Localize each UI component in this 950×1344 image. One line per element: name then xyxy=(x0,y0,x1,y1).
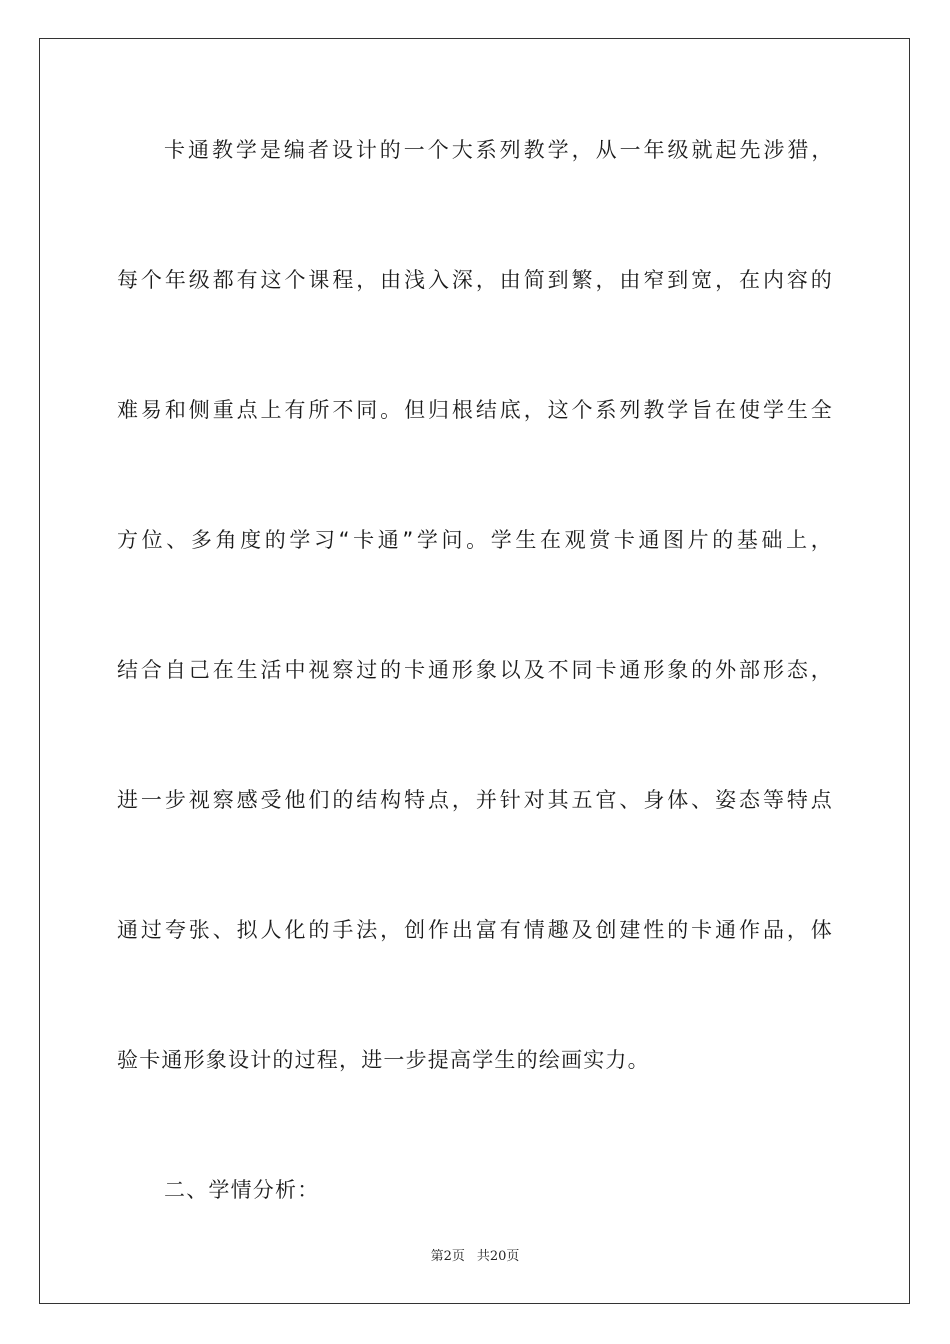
section-heading: 二、学情分析： xyxy=(164,1178,320,1202)
paragraph-line: 验卡通形象设计的过程，进一步提高学生的绘画实力。 xyxy=(117,1048,650,1072)
paragraph-line: 进一步视察感受他们的结构特点，并针对其五官、身体、姿态等特点 xyxy=(117,788,833,812)
page-total: 共20页 xyxy=(476,1249,520,1264)
paragraph-line: 结合自己在生活中视察过的卡通形象以及不同卡通形象的外部形态， xyxy=(117,658,833,682)
paragraph-line: 卡通教学是编者设计的一个大系列教学，从一年级就起先涉猎， xyxy=(164,138,833,162)
page-number: 第2页 xyxy=(430,1249,465,1264)
paragraph-line: 每个年级都有这个课程，由浅入深，由简到繁，由窄到宽，在内容的 xyxy=(117,268,833,292)
paragraph-line: 难易和侧重点上有所不同。但归根结底，这个系列教学旨在使学生全 xyxy=(117,398,833,422)
page-footer xyxy=(0,1245,950,1264)
document-body xyxy=(117,126,833,1215)
paragraph-line: 方位、多角度的学习“卡通”学问。学生在观赏卡通图片的基础上， xyxy=(117,528,833,552)
paragraph-line: 通过夸张、拟人化的手法，创作出富有情趣及创建性的卡通作品，体 xyxy=(117,918,833,942)
